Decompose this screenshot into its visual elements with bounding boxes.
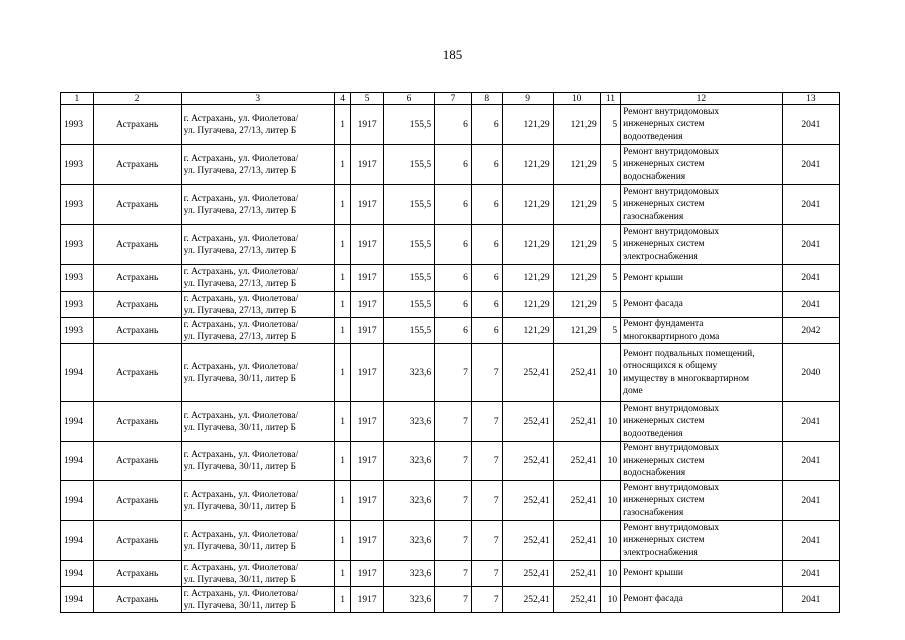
row-code: 1994 bbox=[61, 442, 94, 481]
address-line: ул. Пугачева, 30/11, литер Б bbox=[183, 462, 296, 472]
row-col-11: 10 bbox=[600, 587, 620, 613]
row-code: 1994 bbox=[61, 344, 94, 402]
row-col-11: 10 bbox=[600, 344, 620, 402]
row-year-built: 1917 bbox=[351, 225, 384, 265]
column-number-9: 9 bbox=[502, 93, 553, 105]
row-col-8: 6 bbox=[471, 225, 502, 265]
row-work-type bbox=[621, 292, 783, 318]
row-city: Астрахань bbox=[93, 105, 181, 145]
column-number-2: 2 bbox=[93, 93, 181, 105]
work-type-line: инженерных систем bbox=[623, 119, 705, 130]
work-type-line: Ремонт крыши bbox=[623, 568, 684, 579]
table-row bbox=[61, 225, 840, 265]
row-year-built: 1917 bbox=[351, 481, 384, 521]
row-col-11: 5 bbox=[600, 185, 620, 225]
row-col-7: 7 bbox=[435, 344, 472, 402]
row-area: 155,5 bbox=[384, 225, 435, 265]
work-type-line: инженерных систем bbox=[623, 535, 705, 546]
row-planned-year: 2041 bbox=[782, 292, 839, 318]
row-col-9: 252,41 bbox=[502, 587, 553, 613]
row-area: 155,5 bbox=[384, 145, 435, 185]
address-line: г. Астрахань, ул. Фиолетова/ bbox=[183, 489, 299, 500]
row-col-4: 1 bbox=[334, 481, 350, 521]
work-type-line: водоснабжения bbox=[623, 171, 686, 182]
table-row bbox=[61, 442, 840, 481]
address-line: г. Астрахань, ул. Фиолетова/ bbox=[183, 450, 299, 460]
table-row bbox=[61, 105, 840, 145]
column-number-row bbox=[61, 93, 840, 105]
work-type-line: Ремонт внутридомовых bbox=[623, 403, 720, 414]
work-type-line: инженерных систем bbox=[623, 199, 705, 210]
work-type-line: инженерных систем bbox=[623, 239, 705, 250]
row-year-built: 1917 bbox=[351, 442, 384, 481]
work-type-line: водоотведения bbox=[623, 428, 683, 439]
row-address bbox=[181, 225, 334, 265]
row-col-8: 6 bbox=[471, 185, 502, 225]
row-col-7: 7 bbox=[435, 481, 472, 521]
row-address bbox=[181, 265, 334, 292]
column-number-1: 1 bbox=[61, 93, 94, 105]
row-col-4: 1 bbox=[334, 442, 350, 481]
work-type-line: Ремонт внутридомовых bbox=[623, 443, 720, 454]
row-work-type bbox=[621, 265, 783, 292]
table-body bbox=[61, 105, 840, 613]
work-type-line: водоснабжения bbox=[623, 468, 686, 479]
row-work-type bbox=[621, 318, 783, 344]
row-work-type bbox=[621, 225, 783, 265]
row-work-type bbox=[621, 145, 783, 185]
row-col-8: 6 bbox=[471, 292, 502, 318]
work-type-line: Ремонт внутридомовых bbox=[623, 482, 720, 493]
address-line: ул. Пугачева, 30/11, литер Б bbox=[183, 373, 296, 384]
row-planned-year: 2041 bbox=[782, 442, 839, 481]
address-line: г. Астрахань, ул. Фиолетова/ bbox=[183, 410, 299, 421]
row-city: Астрахань bbox=[93, 561, 181, 587]
address-line: ул. Пугачева, 30/11, литер Б bbox=[183, 422, 296, 433]
row-work-type bbox=[621, 521, 783, 561]
address-line: г. Астрахань, ул. Фиолетова/ bbox=[183, 267, 299, 277]
row-col-7: 6 bbox=[435, 185, 472, 225]
row-col-8: 6 bbox=[471, 145, 502, 185]
row-col-11: 5 bbox=[600, 318, 620, 344]
work-type-line: Ремонт внутридомовых bbox=[623, 146, 720, 157]
row-year-built: 1917 bbox=[351, 344, 384, 402]
row-area: 155,5 bbox=[384, 318, 435, 344]
row-col-11: 10 bbox=[600, 481, 620, 521]
row-col-9: 252,41 bbox=[502, 481, 553, 521]
row-code: 1993 bbox=[61, 318, 94, 344]
row-year-built: 1917 bbox=[351, 521, 384, 561]
row-area: 323,6 bbox=[384, 521, 435, 561]
column-number-10: 10 bbox=[553, 93, 600, 105]
column-number-6: 6 bbox=[384, 93, 435, 105]
row-code: 1994 bbox=[61, 481, 94, 521]
row-city: Астрахань bbox=[93, 344, 181, 402]
row-work-type bbox=[621, 587, 783, 613]
row-col-9: 252,41 bbox=[502, 344, 553, 402]
table-row bbox=[61, 265, 840, 292]
register-table bbox=[60, 92, 840, 613]
row-address bbox=[181, 105, 334, 145]
address-line: ул. Пугачева, 30/11, литер Б bbox=[183, 574, 296, 585]
row-col-11: 5 bbox=[600, 225, 620, 265]
row-col-7: 7 bbox=[435, 587, 472, 613]
row-col-8: 7 bbox=[471, 442, 502, 481]
address-line: г. Астрахань, ул. Фиолетова/ bbox=[183, 193, 299, 204]
row-city: Астрахань bbox=[93, 587, 181, 613]
row-area: 323,6 bbox=[384, 402, 435, 442]
row-col-7: 6 bbox=[435, 105, 472, 145]
row-area: 323,6 bbox=[384, 442, 435, 481]
work-type-line: Ремонт фасада bbox=[623, 299, 683, 310]
row-work-type bbox=[621, 561, 783, 587]
row-col-7: 6 bbox=[435, 265, 472, 292]
row-col-10: 121,29 bbox=[553, 185, 600, 225]
row-col-4: 1 bbox=[334, 587, 350, 613]
row-col-4: 1 bbox=[334, 402, 350, 442]
row-col-8: 7 bbox=[471, 344, 502, 402]
row-col-7: 6 bbox=[435, 225, 472, 265]
row-code: 1993 bbox=[61, 145, 94, 185]
row-area: 155,5 bbox=[384, 185, 435, 225]
row-col-10: 121,29 bbox=[553, 145, 600, 185]
work-type-line: электроснабжения bbox=[623, 547, 698, 558]
work-type-line: инженерных систем bbox=[623, 416, 705, 427]
row-col-8: 6 bbox=[471, 105, 502, 145]
work-type-line: инженерных систем bbox=[623, 495, 705, 506]
row-address bbox=[181, 145, 334, 185]
address-line: г. Астрахань, ул. Фиолетова/ bbox=[183, 319, 299, 330]
row-work-type bbox=[621, 105, 783, 145]
row-address bbox=[181, 344, 334, 402]
address-line: ул. Пугачева, 30/11, литер Б bbox=[183, 541, 296, 552]
work-type-line: газоснабжения bbox=[623, 507, 684, 518]
row-col-8: 7 bbox=[471, 521, 502, 561]
row-col-9: 252,41 bbox=[502, 402, 553, 442]
row-col-4: 1 bbox=[334, 185, 350, 225]
row-planned-year: 2041 bbox=[782, 402, 839, 442]
row-col-7: 6 bbox=[435, 318, 472, 344]
row-col-9: 121,29 bbox=[502, 105, 553, 145]
row-planned-year: 2041 bbox=[782, 105, 839, 145]
row-col-9: 121,29 bbox=[502, 292, 553, 318]
row-planned-year: 2041 bbox=[782, 587, 839, 613]
row-code: 1994 bbox=[61, 402, 94, 442]
row-col-11: 5 bbox=[600, 292, 620, 318]
table-row bbox=[61, 318, 840, 344]
address-line: г. Астрахань, ул. Фиолетова/ bbox=[183, 588, 299, 599]
table-row bbox=[61, 402, 840, 442]
row-col-10: 252,41 bbox=[553, 521, 600, 561]
row-work-type bbox=[621, 185, 783, 225]
row-col-10: 121,29 bbox=[553, 105, 600, 145]
row-col-10: 252,41 bbox=[553, 587, 600, 613]
column-number-4: 4 bbox=[334, 93, 350, 105]
row-col-11: 10 bbox=[600, 561, 620, 587]
row-city: Астрахань bbox=[93, 442, 181, 481]
row-planned-year: 2041 bbox=[782, 265, 839, 292]
row-col-11: 10 bbox=[600, 442, 620, 481]
row-city: Астрахань bbox=[93, 318, 181, 344]
row-col-4: 1 bbox=[334, 561, 350, 587]
row-address bbox=[181, 318, 334, 344]
row-city: Астрахань bbox=[93, 225, 181, 265]
row-col-4: 1 bbox=[334, 265, 350, 292]
row-col-7: 6 bbox=[435, 292, 472, 318]
row-col-7: 7 bbox=[435, 402, 472, 442]
row-code: 1993 bbox=[61, 292, 94, 318]
row-col-8: 6 bbox=[471, 318, 502, 344]
address-line: г. Астрахань, ул. Фиолетова/ bbox=[183, 562, 299, 573]
row-col-8: 7 bbox=[471, 481, 502, 521]
address-line: ул. Пугачева, 27/13, литер Б bbox=[183, 305, 297, 316]
row-col-10: 121,29 bbox=[553, 265, 600, 292]
row-col-8: 7 bbox=[471, 561, 502, 587]
row-col-9: 121,29 bbox=[502, 318, 553, 344]
row-address bbox=[181, 521, 334, 561]
row-work-type bbox=[621, 344, 783, 402]
address-line: ул. Пугачева, 27/13, литер Б bbox=[183, 331, 297, 342]
row-planned-year: 2040 bbox=[782, 344, 839, 402]
address-line: ул. Пугачева, 27/13, литер Б bbox=[183, 205, 297, 216]
row-col-7: 7 bbox=[435, 561, 472, 587]
row-planned-year: 2041 bbox=[782, 225, 839, 265]
row-col-4: 1 bbox=[334, 344, 350, 402]
row-col-10: 121,29 bbox=[553, 225, 600, 265]
row-area: 323,6 bbox=[384, 344, 435, 402]
row-planned-year: 2041 bbox=[782, 185, 839, 225]
row-code: 1994 bbox=[61, 561, 94, 587]
work-type-line: инженерных систем bbox=[623, 159, 705, 170]
work-type-line: многоквартирного дома bbox=[623, 331, 720, 342]
row-city: Астрахань bbox=[93, 402, 181, 442]
column-number-12: 12 bbox=[621, 93, 783, 105]
page-number: 185 bbox=[442, 47, 463, 62]
column-number-5: 5 bbox=[351, 93, 384, 105]
row-year-built: 1917 bbox=[351, 145, 384, 185]
table-row bbox=[61, 481, 840, 521]
row-col-9: 121,29 bbox=[502, 185, 553, 225]
row-year-built: 1917 bbox=[351, 402, 384, 442]
row-work-type bbox=[621, 442, 783, 481]
row-code: 1993 bbox=[61, 185, 94, 225]
work-type-line: относящихся к общему bbox=[623, 361, 718, 371]
work-type-line: Ремонт фасада bbox=[623, 594, 683, 605]
address-line: ул. Пугачева, 27/13, литер Б bbox=[183, 245, 297, 256]
row-area: 323,6 bbox=[384, 481, 435, 521]
row-year-built: 1917 bbox=[351, 185, 384, 225]
row-col-8: 7 bbox=[471, 587, 502, 613]
row-address bbox=[181, 185, 334, 225]
row-year-built: 1917 bbox=[351, 292, 384, 318]
row-col-9: 252,41 bbox=[502, 561, 553, 587]
work-type-line: Ремонт внутридомовых bbox=[623, 226, 720, 237]
row-col-8: 7 bbox=[471, 402, 502, 442]
row-area: 323,6 bbox=[384, 561, 435, 587]
work-type-line: газоснабжения bbox=[623, 211, 684, 222]
row-planned-year: 2041 bbox=[782, 521, 839, 561]
row-address bbox=[181, 587, 334, 613]
row-col-10: 252,41 bbox=[553, 481, 600, 521]
table-row bbox=[61, 292, 840, 318]
row-col-11: 10 bbox=[600, 521, 620, 561]
row-address bbox=[181, 561, 334, 587]
row-col-7: 7 bbox=[435, 442, 472, 481]
work-type-line: Ремонт внутридомовых bbox=[623, 186, 720, 197]
row-year-built: 1917 bbox=[351, 318, 384, 344]
row-col-8: 6 bbox=[471, 265, 502, 292]
row-address bbox=[181, 442, 334, 481]
row-planned-year: 2041 bbox=[782, 561, 839, 587]
address-line: г. Астрахань, ул. Фиолетова/ bbox=[183, 233, 299, 244]
row-year-built: 1917 bbox=[351, 587, 384, 613]
column-number-13: 13 bbox=[782, 93, 839, 105]
row-col-10: 252,41 bbox=[553, 561, 600, 587]
row-city: Астрахань bbox=[93, 292, 181, 318]
row-area: 323,6 bbox=[384, 587, 435, 613]
row-city: Астрахань bbox=[93, 521, 181, 561]
row-year-built: 1917 bbox=[351, 561, 384, 587]
work-type-line: инженерных систем bbox=[623, 455, 705, 466]
row-planned-year: 2041 bbox=[782, 481, 839, 521]
work-type-line: Ремонт фундамента bbox=[623, 319, 704, 329]
address-line: г. Астрахань, ул. Фиолетова/ bbox=[183, 153, 299, 164]
column-number-11: 11 bbox=[600, 93, 620, 105]
row-code: 1993 bbox=[61, 265, 94, 292]
row-address bbox=[181, 402, 334, 442]
row-planned-year: 2042 bbox=[782, 318, 839, 344]
row-col-10: 121,29 bbox=[553, 318, 600, 344]
row-code: 1993 bbox=[61, 225, 94, 265]
row-code: 1994 bbox=[61, 521, 94, 561]
address-line: ул. Пугачева, 27/13, литер Б bbox=[183, 125, 297, 136]
row-year-built: 1917 bbox=[351, 105, 384, 145]
row-col-11: 5 bbox=[600, 265, 620, 292]
row-col-4: 1 bbox=[334, 105, 350, 145]
work-type-line: Ремонт внутридомовых bbox=[623, 522, 720, 533]
row-city: Астрахань bbox=[93, 265, 181, 292]
address-line: ул. Пугачева, 30/11, литер Б bbox=[183, 600, 296, 611]
table-row bbox=[61, 521, 840, 561]
table-row bbox=[61, 587, 840, 613]
work-type-line: Ремонт подвальных помещений, bbox=[623, 348, 755, 359]
row-col-4: 1 bbox=[334, 521, 350, 561]
row-col-10: 252,41 bbox=[553, 402, 600, 442]
row-col-4: 1 bbox=[334, 292, 350, 318]
table-row bbox=[61, 561, 840, 587]
table-row bbox=[61, 344, 840, 402]
address-line: г. Астрахань, ул. Фиолетова/ bbox=[183, 293, 299, 304]
table-row bbox=[61, 185, 840, 225]
table-row bbox=[61, 145, 840, 185]
row-col-10: 252,41 bbox=[553, 344, 600, 402]
work-type-line: имуществу в многоквартирном bbox=[623, 373, 749, 384]
row-work-type bbox=[621, 402, 783, 442]
row-col-10: 252,41 bbox=[553, 442, 600, 481]
row-col-4: 1 bbox=[334, 145, 350, 185]
row-year-built: 1917 bbox=[351, 265, 384, 292]
address-line: г. Астрахань, ул. Фиолетова/ bbox=[183, 361, 299, 372]
work-type-line: водоотведения bbox=[623, 131, 683, 142]
row-planned-year: 2041 bbox=[782, 145, 839, 185]
work-type-line: Ремонт внутридомовых bbox=[623, 106, 720, 117]
column-number-3: 3 bbox=[181, 93, 334, 105]
row-col-4: 1 bbox=[334, 225, 350, 265]
row-col-11: 10 bbox=[600, 402, 620, 442]
row-code: 1994 bbox=[61, 587, 94, 613]
row-city: Астрахань bbox=[93, 145, 181, 185]
row-area: 155,5 bbox=[384, 265, 435, 292]
row-code: 1993 bbox=[61, 105, 94, 145]
address-line: ул. Пугачева, 27/13, литер Б bbox=[183, 279, 297, 289]
work-type-line: Ремонт крыши bbox=[623, 272, 684, 283]
row-city: Астрахань bbox=[93, 185, 181, 225]
row-col-9: 121,29 bbox=[502, 265, 553, 292]
row-col-9: 252,41 bbox=[502, 521, 553, 561]
row-col-11: 5 bbox=[600, 145, 620, 185]
row-address bbox=[181, 292, 334, 318]
row-col-10: 121,29 bbox=[553, 292, 600, 318]
row-city: Астрахань bbox=[93, 481, 181, 521]
row-area: 155,5 bbox=[384, 105, 435, 145]
address-line: г. Астрахань, ул. Фиолетова/ bbox=[183, 529, 299, 540]
row-area: 155,5 bbox=[384, 292, 435, 318]
row-col-7: 7 bbox=[435, 521, 472, 561]
column-number-7: 7 bbox=[435, 93, 472, 105]
row-address bbox=[181, 481, 334, 521]
row-col-9: 121,29 bbox=[502, 145, 553, 185]
row-col-9: 252,41 bbox=[502, 442, 553, 481]
column-number-8: 8 bbox=[471, 93, 502, 105]
work-type-line: доме bbox=[623, 386, 643, 396]
row-col-4: 1 bbox=[334, 318, 350, 344]
work-type-line: электроснабжения bbox=[623, 251, 698, 262]
row-col-7: 6 bbox=[435, 145, 472, 185]
row-work-type bbox=[621, 481, 783, 521]
row-col-11: 5 bbox=[600, 105, 620, 145]
address-line: г. Астрахань, ул. Фиолетова/ bbox=[183, 113, 299, 124]
row-col-9: 121,29 bbox=[502, 225, 553, 265]
address-line: ул. Пугачева, 27/13, литер Б bbox=[183, 165, 297, 176]
address-line: ул. Пугачева, 30/11, литер Б bbox=[183, 501, 296, 512]
